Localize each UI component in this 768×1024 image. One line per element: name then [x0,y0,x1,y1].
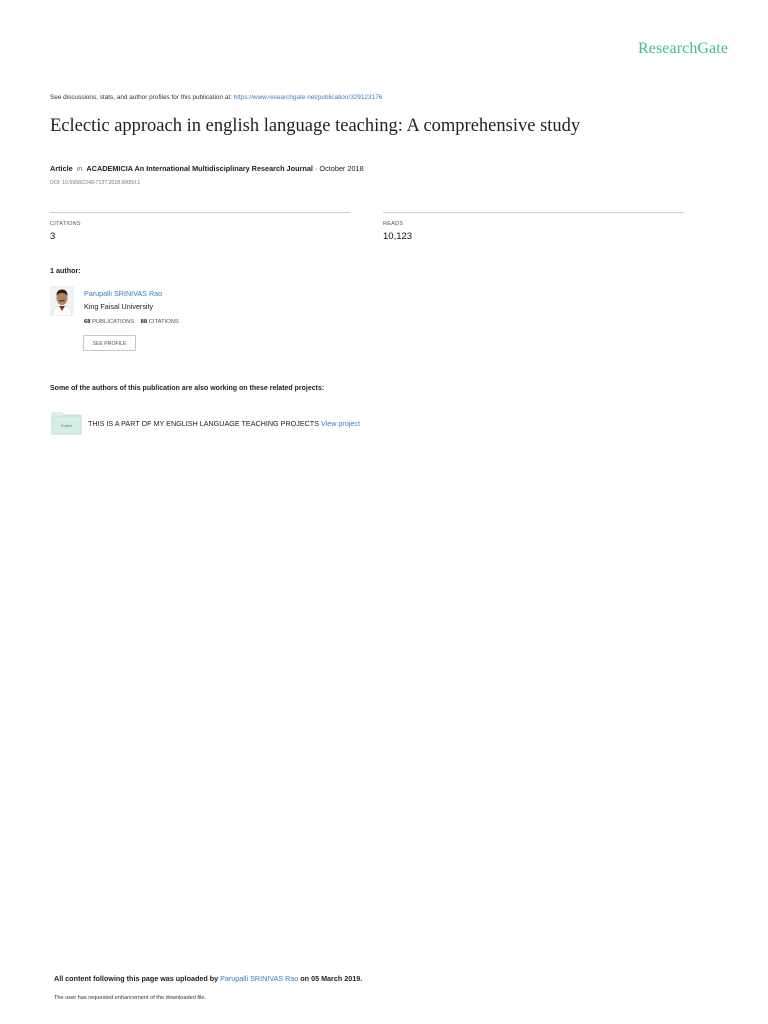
doi: DOI: 10.5958/2249-7137.2018.00050.1 [50,180,141,186]
authors-heading: 1 author: [50,266,81,275]
upload-suffix: on 05 March 2019. [300,974,363,983]
citations-label: CITATIONS [50,221,81,227]
reads-divider [383,212,684,213]
researchgate-logo[interactable]: ResearchGate [638,40,729,57]
reads-label: READS [383,221,404,227]
publication-title: Eclectic approach in english language teaching: A comprehensive study [50,116,581,136]
publications-label: PUBLICATIONS [92,319,135,325]
see-profile-button[interactable]: SEE PROFILE [83,335,136,351]
citations-value: 3 [50,231,56,242]
publication-meta [50,164,364,173]
author-stats [84,319,179,325]
author-citations-count: 88 [140,319,148,325]
view-project-link[interactable]: View project [320,419,361,428]
project-icon-label: Project [60,424,73,428]
avatar-portrait-icon [50,286,74,316]
upload-prefix: All content following this page was uploaded by [54,974,219,983]
discussion-text: See discussions, stats, and author profiles for this publication at: [50,94,232,101]
discussion-line [50,94,382,101]
journal-name: ACADEMICIA An International Multidisciplinary Research Journal [86,164,313,173]
project-icon[interactable] [51,410,82,435]
publication-date: · October 2018 [314,164,364,173]
author-citations-label: CITATIONS [148,319,179,325]
publications-count: 68 [84,319,91,325]
related-projects-heading: Some of the authors of this publication are also working on these related projects: [50,385,325,392]
publication-type: Article [50,164,73,173]
uploader-name-link[interactable]: Parupalli SRINIVAS Rao [220,974,299,983]
author-name-link[interactable]: Parupalli SRINIVAS Rao [84,289,163,298]
author-avatar[interactable] [50,286,74,316]
upload-note [54,974,362,983]
project-title: THIS IS A PART OF MY ENGLISH LANGUAGE TEACHING PROJECTS [88,419,319,428]
enhancement-note: The user has requested enhancement of the downloaded file. [54,995,207,1001]
in-word: in [76,164,83,173]
reads-value: 10,123 [383,231,413,242]
publication-url-link[interactable]: https://www.researchgate.net/publication/329123176 [233,94,383,101]
project-line [88,419,360,428]
citations-divider [50,212,350,213]
author-institution: King Faisal University [84,302,154,311]
project-folder-icon [51,410,82,435]
